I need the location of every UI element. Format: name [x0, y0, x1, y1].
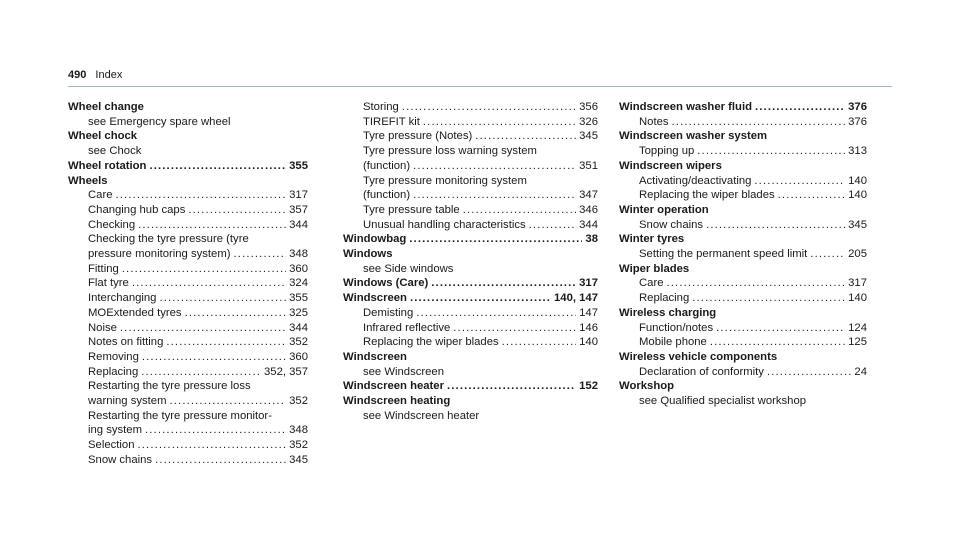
leader-dots	[453, 321, 576, 336]
leader-dots	[402, 100, 576, 115]
index-subentry[interactable]	[68, 247, 308, 262]
entry-text: Mobile phone	[639, 336, 707, 349]
page-ref: 146	[579, 321, 598, 334]
index-subentry[interactable]	[619, 291, 867, 306]
entry-text: Notes on fitting	[88, 336, 164, 349]
page-ref: 140	[848, 189, 867, 202]
page-ref: 355	[289, 292, 308, 305]
index-subentry[interactable]	[619, 365, 867, 380]
index-subentry[interactable]	[68, 321, 308, 336]
entry-text: warning system	[88, 395, 167, 408]
entry-text: Notes	[639, 115, 669, 128]
page-ref: 352	[289, 395, 308, 408]
entry-text: Unusual handling characteristics	[363, 218, 526, 231]
leader-dots	[697, 144, 845, 159]
leader-dots	[778, 188, 845, 203]
page-ref: 326	[579, 115, 598, 128]
page-ref: 348	[289, 424, 308, 437]
index-heading[interactable]	[68, 159, 308, 174]
subentry-lead: Restarting the tyre pressure loss	[88, 380, 251, 393]
leader-dots	[116, 188, 287, 203]
leader-dots	[169, 394, 286, 409]
page-ref: 325	[289, 306, 308, 319]
page-ref: 140, 147	[554, 292, 598, 305]
index-heading: Wireless charging	[619, 306, 717, 319]
entry-text: Function/notes	[639, 321, 714, 334]
subentry-lead: Tyre pressure monitoring system	[363, 174, 527, 187]
page-ref: 140	[848, 174, 867, 187]
leader-dots	[409, 232, 582, 247]
page-ref: 140	[579, 336, 598, 349]
page-ref: 317	[579, 277, 598, 290]
entry-text: ing system	[88, 424, 142, 437]
section-title: Index	[95, 69, 123, 81]
index-subentry[interactable]	[619, 276, 867, 291]
entry-text: Care	[88, 189, 113, 202]
entry-text: Activating/deactivating	[639, 174, 752, 187]
page-ref: 376	[848, 101, 867, 113]
entry-text: Setting the permanent speed limit	[639, 248, 808, 261]
entry-text: Replacing	[639, 292, 690, 305]
see-reference[interactable]: see Emergency spare wheel	[88, 115, 231, 128]
leader-dots	[138, 218, 286, 233]
see-reference[interactable]: see Chock	[88, 145, 142, 158]
leader-dots	[529, 218, 577, 233]
leader-dots	[706, 218, 845, 233]
page-ref: 345	[848, 218, 867, 231]
page-ref: 324	[289, 277, 308, 290]
index-heading: Wheels	[68, 174, 108, 187]
page-ref: 348	[289, 248, 308, 261]
index-subentry[interactable]	[68, 276, 308, 291]
entry-text: Windscreen washer fluid	[619, 101, 752, 113]
page-ref: 317	[848, 277, 867, 290]
index-subentry[interactable]	[68, 365, 308, 380]
leader-dots	[234, 247, 287, 262]
leader-dots	[810, 247, 845, 262]
entry-text: Snow chains	[88, 453, 153, 466]
index-heading: Windscreen	[343, 350, 407, 363]
entry-text: Checking	[88, 218, 136, 231]
leader-dots	[141, 365, 261, 380]
index-subentry[interactable]	[343, 321, 598, 336]
page-ref: 352	[289, 439, 308, 452]
index-heading[interactable]	[343, 379, 598, 394]
leader-dots	[120, 321, 286, 336]
entry-text: Interchanging	[88, 292, 157, 305]
index-heading: Workshop	[619, 380, 675, 393]
index-subentry[interactable]	[343, 115, 598, 130]
index-subentry[interactable]	[68, 203, 308, 218]
entry-text: (function)	[363, 159, 411, 172]
entry-text: TIREFIT kit	[363, 115, 420, 128]
leader-dots	[188, 203, 286, 218]
entry-text: Noise	[88, 321, 117, 334]
leader-dots	[431, 276, 576, 291]
entry-text: Demisting	[363, 306, 414, 319]
leader-dots	[710, 335, 845, 350]
index-heading: Wiper blades	[619, 262, 690, 275]
entry-text: Replacing	[88, 365, 139, 378]
entry-text: Removing	[88, 350, 139, 363]
index-column-2	[343, 100, 598, 423]
index-heading: Windscreen washer system	[619, 130, 768, 143]
entry-text: Windscreen heater	[343, 380, 444, 393]
page-ref: 344	[289, 321, 308, 334]
entry-text: pressure monitoring system)	[88, 248, 231, 261]
index-subentry[interactable]	[343, 306, 598, 321]
index-subentry[interactable]	[68, 306, 308, 321]
see-reference[interactable]: see Windscreen heater	[363, 409, 480, 422]
page-ref: 345	[289, 453, 308, 466]
page-ref: 356	[579, 101, 598, 113]
entry-text: Fitting	[88, 262, 119, 275]
index-subentry[interactable]	[68, 188, 308, 203]
entry-text: Replacing the wiper blades	[639, 189, 775, 202]
page-ref: 355	[289, 159, 308, 172]
leader-dots	[423, 115, 576, 130]
leader-dots	[159, 291, 286, 306]
leader-dots	[149, 159, 286, 174]
page-ref: 352, 357	[264, 365, 308, 378]
page-ref: 152	[579, 380, 598, 393]
index-heading: Winter operation	[619, 203, 709, 216]
leader-dots	[122, 262, 286, 277]
page-ref: 360	[289, 262, 308, 275]
page-ref: 344	[579, 218, 598, 231]
entry-text: Tyre pressure (Notes)	[363, 130, 473, 143]
page-ref: 205	[848, 248, 867, 261]
page-ref: 376	[848, 115, 867, 128]
page-ref: 347	[579, 189, 598, 202]
entry-text: Declaration of conformity	[639, 365, 764, 378]
leader-dots	[413, 159, 576, 174]
entry-text: Selection	[88, 439, 135, 452]
index-subentry[interactable]	[619, 335, 867, 350]
index-heading: Wheel change	[68, 101, 144, 113]
see-reference[interactable]: see Side windows	[363, 262, 454, 275]
page-ref: 360	[289, 350, 308, 363]
index-heading[interactable]	[343, 276, 598, 291]
entry-text: Windscreen	[343, 292, 407, 305]
leader-dots	[142, 350, 286, 365]
entry-text: Infrared reflective	[363, 321, 451, 334]
leader-dots	[755, 100, 845, 115]
entry-text: Changing hub caps	[88, 203, 186, 216]
entry-text: Windows (Care)	[343, 277, 429, 290]
page-ref: 313	[848, 145, 867, 158]
page-number: 490	[68, 69, 87, 81]
page-ref: 125	[848, 336, 867, 349]
index-subentry[interactable]	[619, 321, 867, 336]
entry-text: (function)	[363, 189, 411, 202]
index-subentry[interactable]	[343, 159, 598, 174]
index-subentry[interactable]	[68, 218, 308, 233]
leader-dots	[672, 115, 846, 130]
index-heading: Wheel chock	[68, 130, 138, 143]
entry-text: Wheel rotation	[68, 159, 147, 172]
page-ref: 38	[585, 233, 598, 246]
page-ref: 352	[289, 336, 308, 349]
index-heading: Windscreen heating	[343, 395, 451, 408]
entry-text: Snow chains	[639, 218, 704, 231]
leader-dots	[166, 335, 286, 350]
index-heading[interactable]	[343, 291, 598, 306]
index-heading: Windows	[343, 248, 393, 261]
page-header	[68, 67, 892, 87]
leader-dots	[416, 306, 576, 321]
leader-dots	[502, 335, 576, 350]
leader-dots	[463, 203, 576, 218]
page-ref: 345	[579, 130, 598, 143]
entry-text: Replacing the wiper blades	[363, 336, 499, 349]
index-subentry[interactable]	[68, 394, 308, 409]
leader-dots	[132, 276, 286, 291]
page-ref: 351	[579, 159, 598, 172]
index-subentry[interactable]	[68, 438, 308, 453]
index-subentry[interactable]	[343, 203, 598, 218]
index-subentry[interactable]	[343, 188, 598, 203]
page-ref: 357	[289, 203, 308, 216]
index-subentry[interactable]	[68, 291, 308, 306]
leader-dots	[137, 438, 286, 453]
leader-dots	[475, 129, 576, 144]
page-ref: 344	[289, 218, 308, 231]
page-ref: 147	[579, 306, 598, 319]
index-subentry[interactable]	[619, 247, 867, 262]
page-ref: 346	[579, 203, 598, 216]
index-subentry[interactable]	[619, 174, 867, 189]
page-ref: 140	[848, 292, 867, 305]
index-subentry[interactable]	[619, 188, 867, 203]
leader-dots	[155, 453, 286, 468]
entry-text: MOExtended tyres	[88, 306, 182, 319]
leader-dots	[716, 321, 845, 336]
leader-dots	[692, 291, 845, 306]
see-reference[interactable]: see Qualified specialist workshop	[639, 395, 807, 408]
index-subentry[interactable]	[68, 262, 308, 277]
index-subentry[interactable]	[68, 350, 308, 365]
page-ref: 124	[848, 321, 867, 334]
index-subentry[interactable]	[68, 453, 308, 468]
entry-text: Windowbag	[343, 233, 407, 246]
index-subentry[interactable]	[68, 335, 308, 350]
subentry-lead: Tyre pressure loss warning system	[363, 145, 537, 158]
index-subentry[interactable]	[343, 129, 598, 144]
index-subentry[interactable]	[343, 218, 598, 233]
see-reference[interactable]: see Windscreen	[363, 365, 444, 378]
index-heading[interactable]	[619, 100, 867, 115]
index-heading[interactable]	[343, 232, 598, 247]
entry-text: Topping up	[639, 145, 695, 158]
index-subentry[interactable]	[68, 423, 308, 438]
index-subentry[interactable]	[343, 335, 598, 350]
index-column-1	[68, 100, 308, 468]
leader-dots	[410, 291, 551, 306]
page-ref: 317	[289, 189, 308, 202]
leader-dots	[413, 188, 576, 203]
entry-text: Care	[639, 277, 664, 290]
index-subentry[interactable]	[619, 144, 867, 159]
leader-dots	[145, 423, 286, 438]
leader-dots	[447, 379, 576, 394]
index-subentry[interactable]	[619, 115, 867, 130]
entry-text: Flat tyre	[88, 277, 129, 290]
index-heading: Wireless vehicle components	[619, 350, 778, 363]
index-heading: Windscreen wipers	[619, 159, 722, 172]
leader-dots	[754, 174, 845, 189]
leader-dots	[767, 365, 851, 380]
entry-text: Storing	[363, 101, 399, 113]
leader-dots	[667, 276, 846, 291]
subentry-lead: Restarting the tyre pressure monitor-	[88, 409, 272, 422]
index-subentry[interactable]	[343, 100, 598, 115]
entry-text: Tyre pressure table	[363, 203, 460, 216]
index-column-3	[619, 100, 867, 409]
leader-dots	[185, 306, 287, 321]
page-ref: 24	[854, 365, 867, 378]
index-heading: Winter tyres	[619, 233, 685, 246]
index-subentry[interactable]	[619, 218, 867, 233]
subentry-lead: Checking the tyre pressure (tyre	[88, 233, 249, 246]
